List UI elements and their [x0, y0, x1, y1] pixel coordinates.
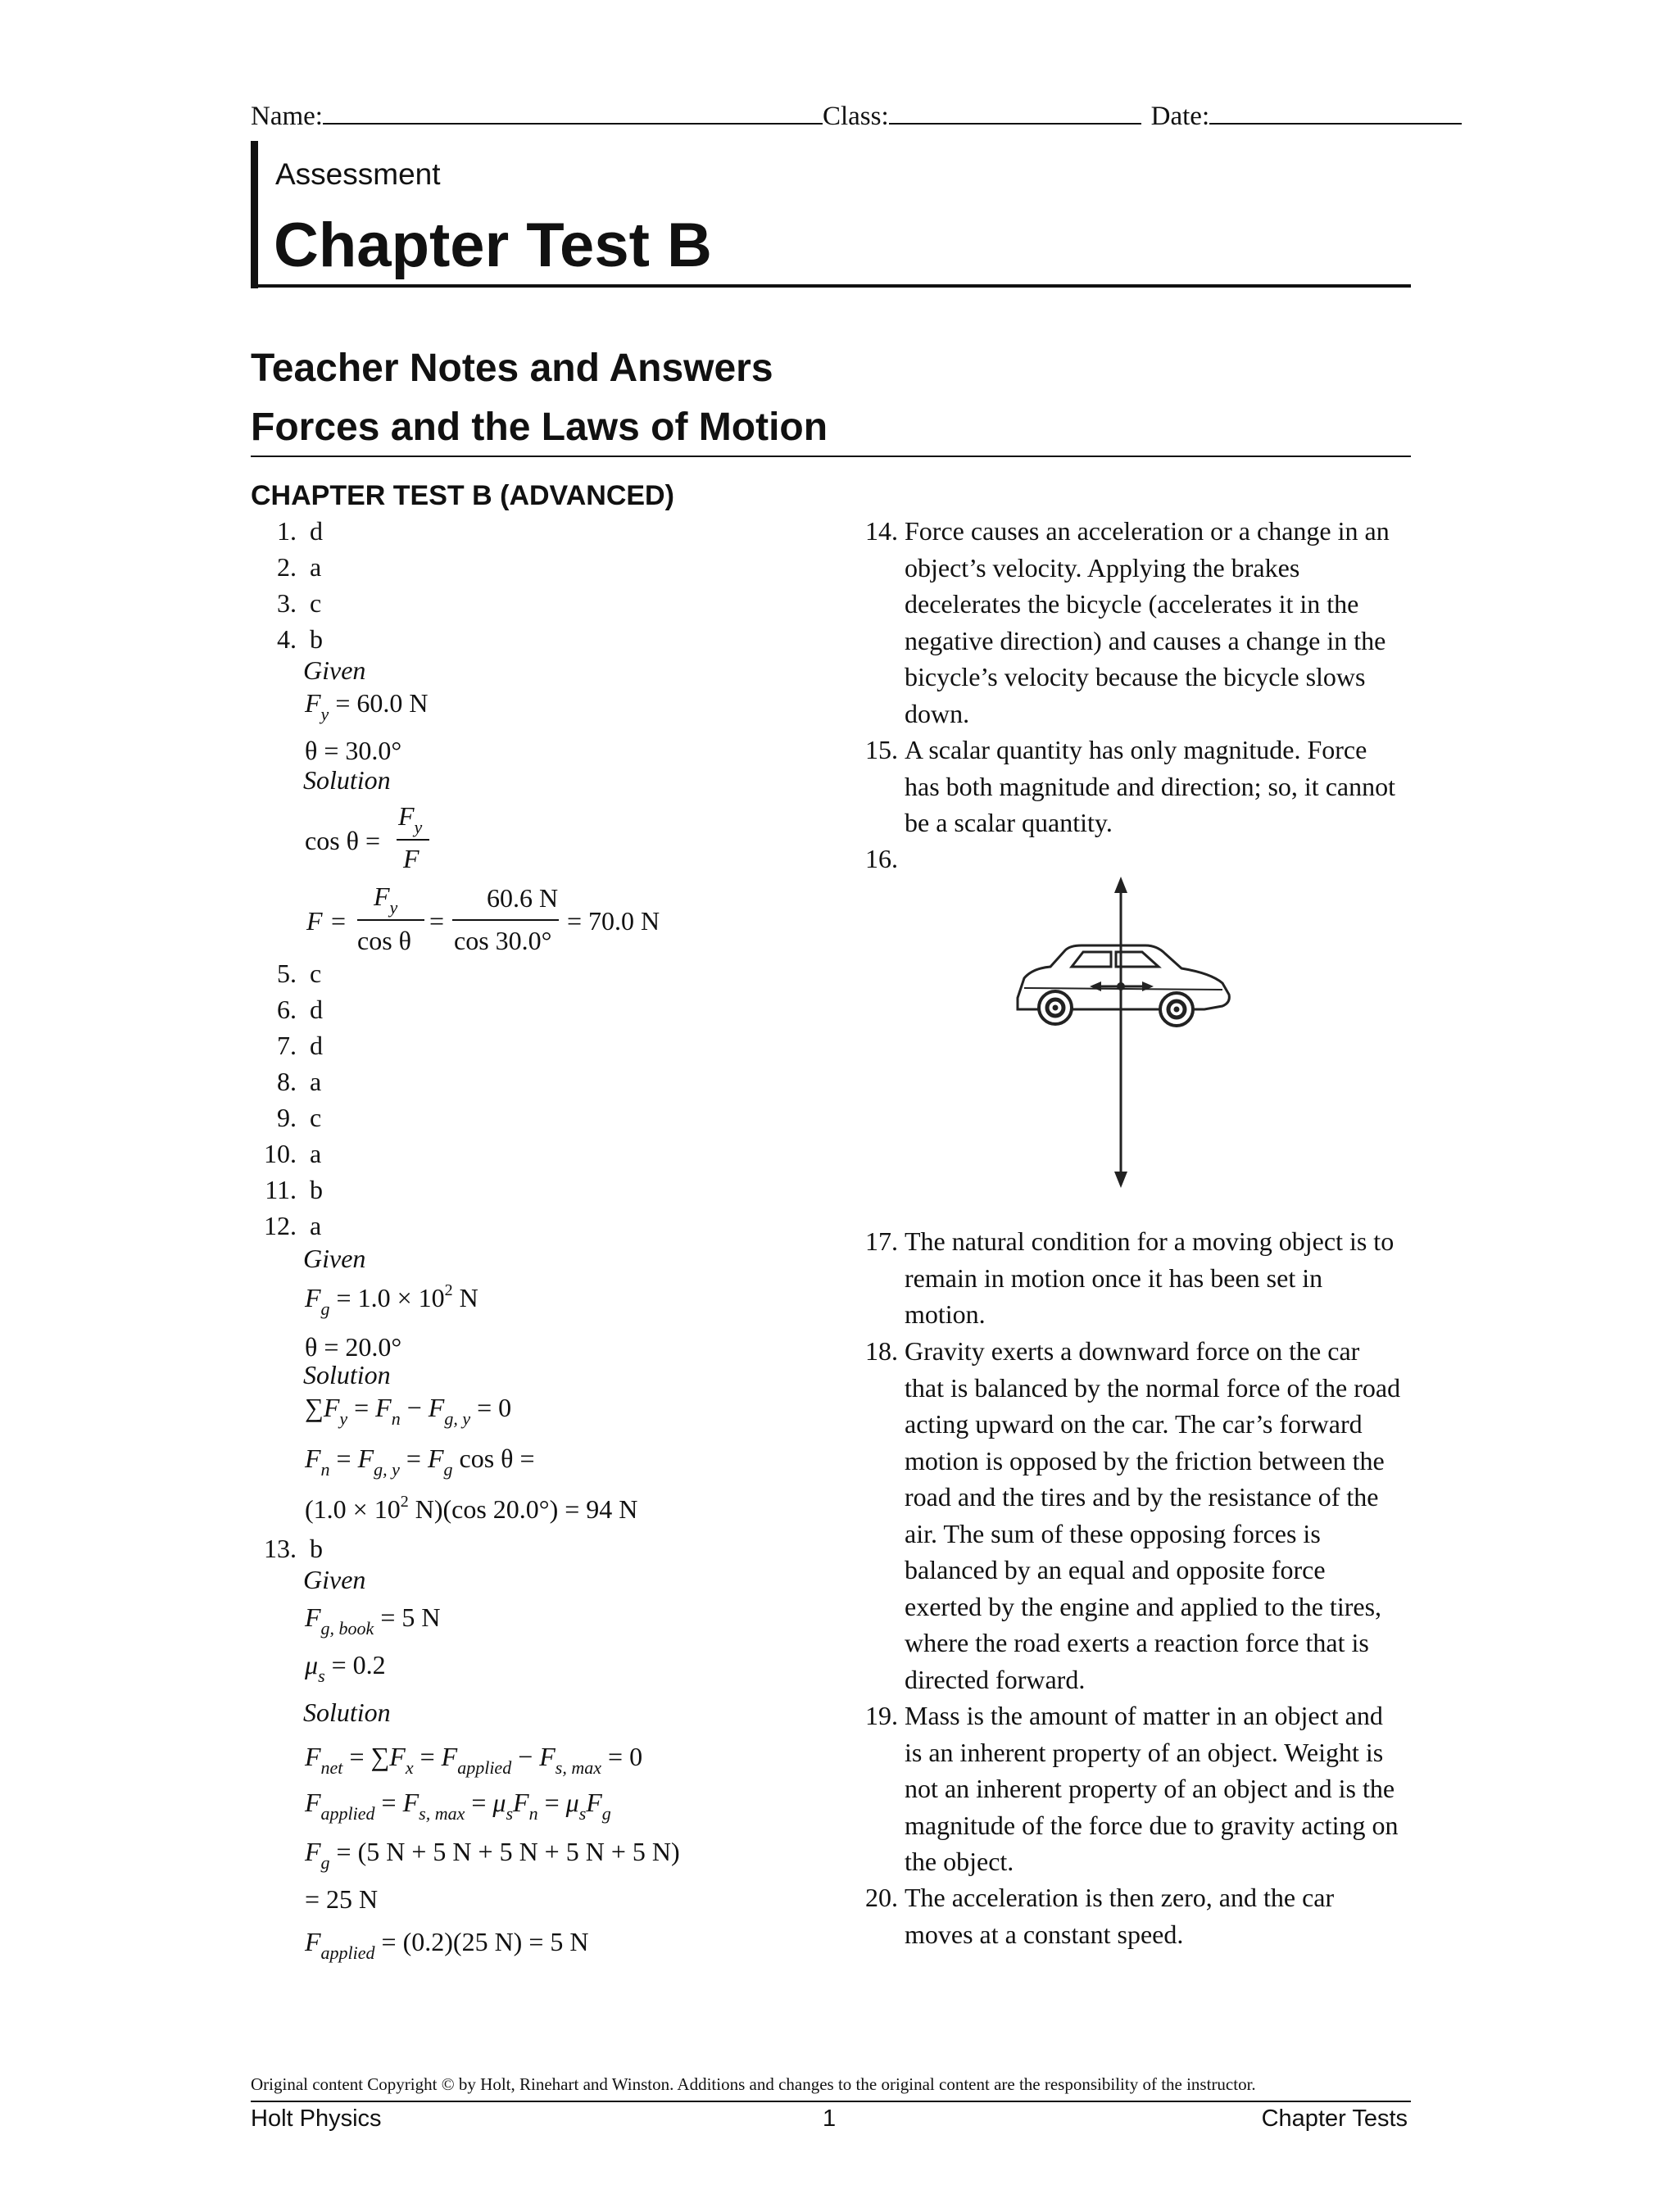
car-wheel-front	[1160, 993, 1193, 1026]
q13-fg-total: = 25 N	[305, 1884, 379, 1914]
q4-f-lhs: F	[306, 906, 323, 936]
footer-section: Chapter Tests	[1261, 2105, 1408, 2132]
q12-sum-eq: $\sum F_y = F_n - F_{g, y} = 0$	[305, 1393, 512, 1429]
q4-given-fy: $F_y = 60.0$ N	[305, 688, 429, 724]
name-field[interactable]	[323, 102, 823, 125]
answer-17: 17. The natural condition for a moving object is to remain in motion once it has been set in motion.	[865, 1226, 1395, 1329]
q13-given-fg: $F_{g, book} = 5$ N	[305, 1602, 441, 1639]
class-label: Class:	[822, 102, 889, 131]
answer-14: 14. Force causes an acceleration or a change in an object’s velocity. Applying the brakes decelerates the bicycle (accelerates it in the negative direction) and causes a change in the bicycle’s velocity because the bicycle slows down.	[865, 516, 1390, 728]
q12-given-theta: θ = 20.0°	[305, 1332, 402, 1362]
date-field[interactable]	[1209, 102, 1462, 125]
page-title: Chapter Test B	[274, 211, 712, 280]
banner-bar	[251, 141, 258, 288]
q13-net-eq: $F_{net} = \sum F_x = F_{applied} - F_{s, max} = 0$	[305, 1742, 643, 1778]
q4-frac2-den: cos θ	[357, 926, 411, 955]
banner-kicker: Assessment	[275, 157, 441, 191]
heading-chapter-topic: Forces and the Laws of Motion	[251, 406, 828, 449]
q4-cos-lhs: cos θ =	[305, 826, 381, 855]
q4-frac3-den: cos 30.0°	[454, 926, 552, 955]
q13-given-label: Given	[303, 1565, 366, 1594]
q4-frac2-num: $F_y$	[374, 882, 398, 918]
answer-15: 15. A scalar quantity has only magnitude. Force has both magnitude and direction; so, it cannot be a scalar quantity.	[865, 735, 1395, 837]
q13-given-mu: $\mu_s = 0.2$	[305, 1650, 386, 1686]
footer-book-title: Holt Physics	[251, 2105, 382, 2132]
q12-given-label: Given	[303, 1244, 366, 1273]
answer-20: 20. The acceleration is then zero, and the car moves at a constant speed.	[865, 1883, 1335, 1949]
copyright-notice: Original content Copyright © by Holt, Rinehart and Winston. Additions and changes to the original content are the responsibility of the instructor.	[251, 2074, 1256, 2094]
heading-rule	[251, 456, 1411, 457]
q12-given-fg: $F_g = 1.0 \times 10^2$ N	[305, 1281, 478, 1319]
answer-18: 18. Gravity exerts a downward force on the car that is balanced by the normal force of the road acting upward on the car. The car’s forward motion is opposed by the friction between the road and the tires and by the resistance of the air. The sum of these opposing forces is balanced by an equal and opposite force exerted by the engine and applied to the tires, where the road exerts a reaction force that is directed forward.	[865, 1336, 1401, 1694]
car-force-diagram	[1008, 875, 1245, 1190]
q12-solution-label: Solution	[303, 1360, 391, 1389]
car-wheel-rear	[1039, 991, 1072, 1024]
section-title: CHAPTER TEST B (ADVANCED)	[251, 480, 674, 511]
force-arrows	[1090, 877, 1154, 1188]
q4-frac3-bar	[452, 919, 559, 921]
q13-applied-eq: $F_{applied} = F_{s, max} = \mu_sF_n = \mu_sF_g$	[305, 1788, 611, 1824]
name-label: Name:	[251, 102, 323, 131]
q4-frac1-num: $F_y$	[398, 801, 423, 837]
q4-frac1-bar	[397, 839, 429, 841]
q4-result: = 70.0 N	[567, 906, 660, 936]
q4-eq2: =	[429, 906, 445, 936]
header-fields	[251, 102, 1462, 132]
q4-frac2-bar	[357, 919, 424, 921]
q12-calc: ($1.0 \times 10^2$ N)(cos 20.0°) = 94 N	[305, 1493, 638, 1524]
q4-eq1: =	[331, 906, 347, 936]
page-number: 1	[823, 2105, 837, 2132]
q13-fg-eq: $F_g = (5$ N + 5 N + 5 N + 5 N + 5 N)	[305, 1837, 680, 1873]
q4-given-theta: θ = 30.0°	[305, 736, 402, 765]
answer-19: 19. Mass is the amount of matter in an object and is an inherent property of an object. Weight is not an inherent property of an object and is the magnitude of the force due to gravity acting on the object.	[865, 1701, 1399, 1876]
q13-result: $F_{applied} = (0.2)(25$ N) = 5 N	[305, 1927, 589, 1963]
q12-normal-eq: $F_n = F_{g, y} = F_g$ cos θ =	[305, 1444, 535, 1480]
heading-teacher-notes: Teacher Notes and Answers	[251, 347, 773, 390]
q13-solution-label: Solution	[303, 1698, 391, 1727]
banner-rule	[251, 284, 1411, 288]
class-field[interactable]	[889, 102, 1141, 125]
q4-given-label: Given	[303, 655, 366, 685]
q4-solution-label: Solution	[303, 765, 391, 795]
q4-frac1-den: F	[403, 844, 420, 873]
footer-rule	[251, 2101, 1411, 2102]
date-label: Date:	[1150, 102, 1210, 131]
q4-frac3-num: 60.6 N	[487, 883, 559, 913]
